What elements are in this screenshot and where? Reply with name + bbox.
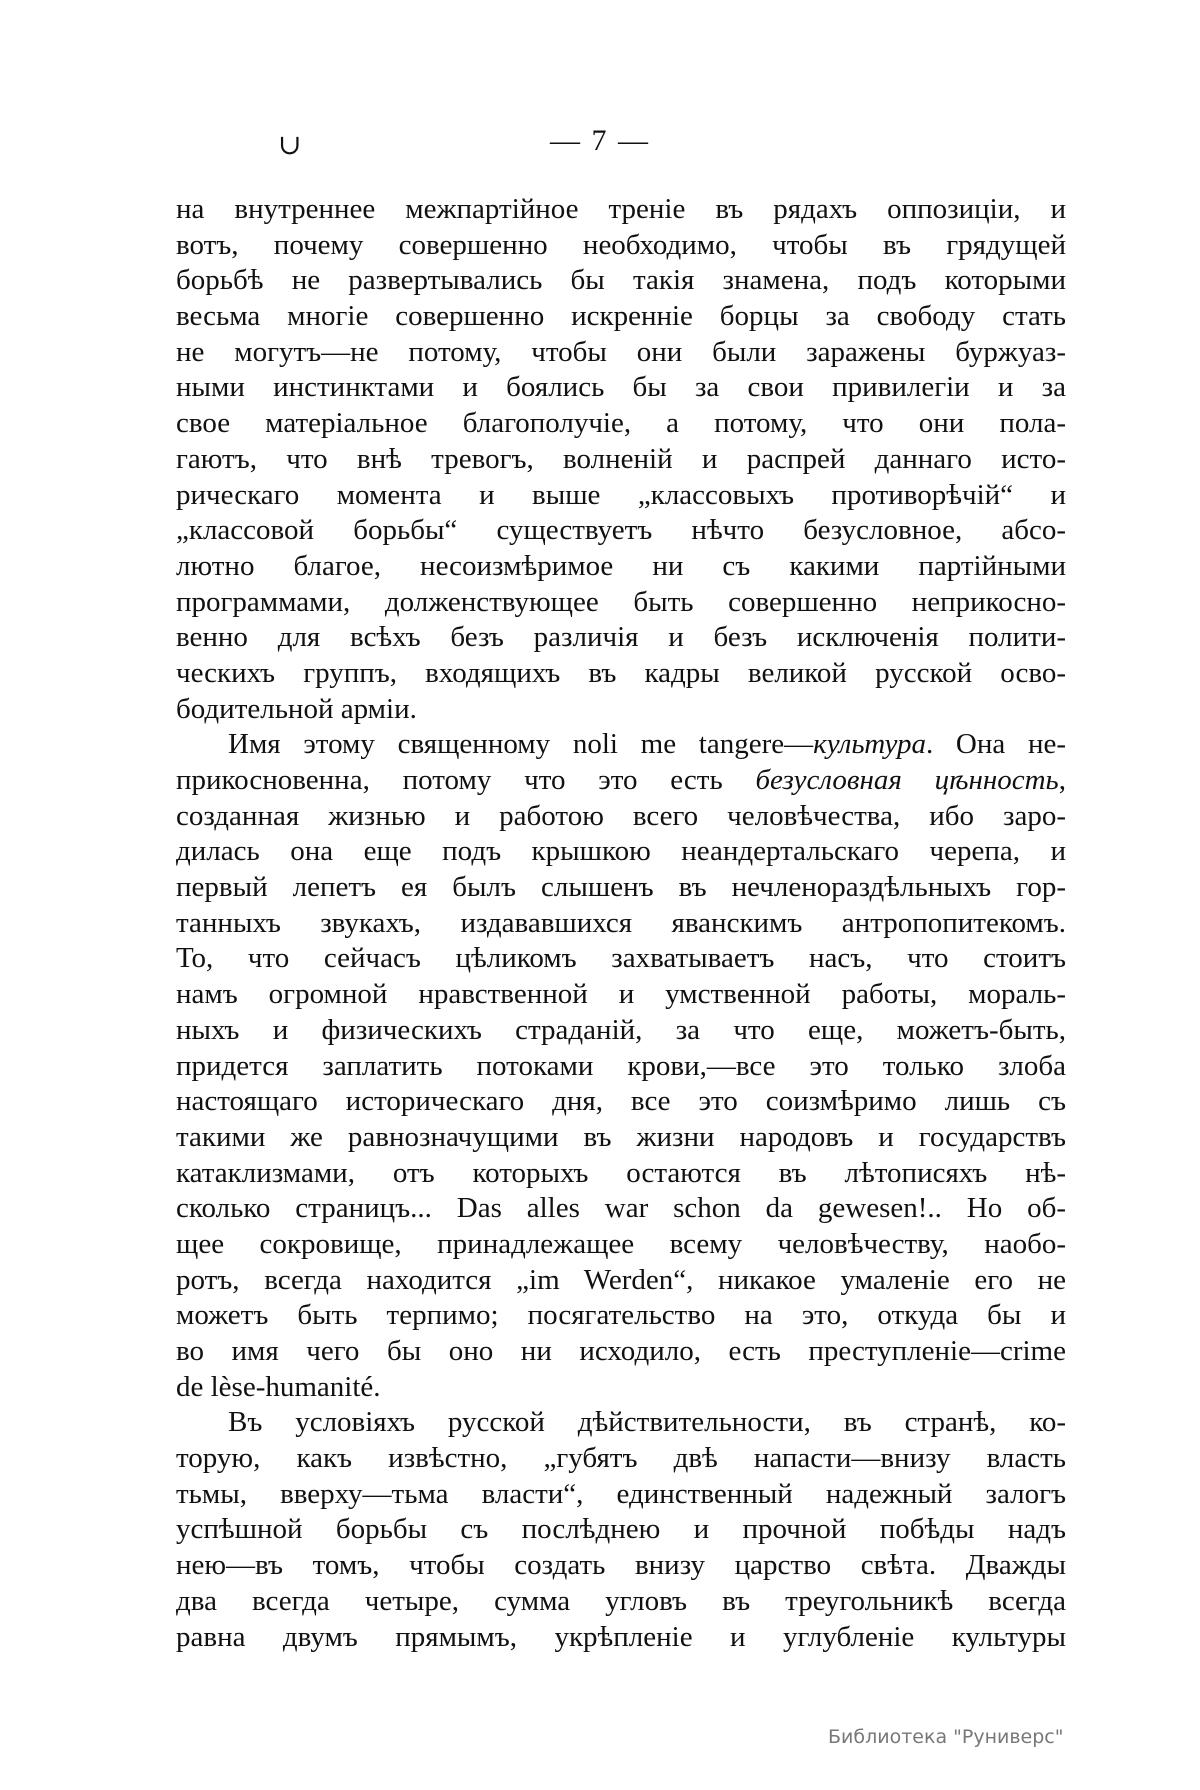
text-line: во имя чего бы оно ни исходило, есть преступленiе—crime (176, 1335, 1066, 1367)
text-line: сколько страницъ... Das alles war schon da gewesen!.. Но об- (176, 1192, 1066, 1225)
text-line: рическаго момента и выше „классовыхъ противорѣчiй“ и (176, 478, 1066, 511)
paragraph (176, 1405, 1066, 1655)
text-line: созданная жизнью и работою всего человѣчества, ибо заро- (176, 799, 1066, 832)
text-line: катаклизмами, отъ которыхъ остаются въ лѣтописяхъ нѣ- (176, 1156, 1066, 1189)
text-line: борьбѣ не развертывались бы такiя знамена, подъ которыми (176, 264, 1066, 297)
text-line: de lèse-humanité. (176, 1370, 381, 1403)
text-line: „классовой борьбы“ существуетъ нѣчто безусловное, абсо- (176, 514, 1066, 547)
text-line: дилась она еще подъ крышкою неандертальскаго черепа, и (176, 835, 1066, 868)
text-line: придется заплатить потоками крови,—все это только злоба (176, 1049, 1066, 1082)
text-line: нею—въ томъ, чтобы создать внизу царство свѣта. Дважды (176, 1549, 1066, 1582)
text-line: такими же равнозначущими въ жизни народовъ и государствъ (176, 1120, 1066, 1153)
text-line: два всегда четыре, сумма угловъ въ треугольникѣ всегда (176, 1584, 1066, 1617)
text-line: ными инстинктами и боялись бы за свои привилегiи и за (176, 371, 1066, 404)
text-line: программами, долженствующее быть совершенно неприкосно- (176, 585, 1066, 618)
text-line (176, 727, 1066, 763)
text-line: лютно благое, несоизмѣримое ни съ какими партiйными (176, 549, 1066, 582)
italic-text: культура (813, 728, 926, 761)
text-line: успѣшной борьбы съ послѣднею и прочной побѣды надъ (176, 1513, 1066, 1546)
text-line: свое матерiальное благополучiе, а потому, что они пола- (176, 407, 1066, 440)
text-line: не могутъ—не потому, чтобы они были заражены буржуаз- (176, 335, 1066, 368)
text-line: щее сокровище, принадлежащее всему человѣчеству, наобо- (176, 1227, 1066, 1260)
page-number: — 7 — (550, 124, 650, 157)
text-line: весьма многiе совершенно искреннiе борцы за свободу стать (176, 300, 1066, 333)
text-line: ныхъ и физическихъ страданiй, за что еще, можетъ-быть, (176, 1013, 1066, 1046)
text-line: гаютъ, что внѣ тревогъ, волненiй и распрей даннаго исто- (176, 442, 1066, 475)
text-line: торую, какъ извѣстно, „губятъ двѣ напасти—внизу власть (176, 1442, 1066, 1475)
text-line: ческихъ группъ, входящихъ въ кадры великой русской осво- (176, 656, 1066, 689)
text-line (176, 763, 1066, 799)
text-line: танныхъ звукахъ, издававшихся яванскимъ антропопитекомъ. (176, 906, 1066, 939)
text-line: на внутреннее межпартiйное тренiе въ рядахъ оппозицiи, и (176, 193, 1066, 225)
text-line: тьмы, вверху—тьма власти“, единственный надежный залогъ (176, 1477, 1066, 1510)
paragraph (176, 192, 1066, 727)
text-line: первый лепетъ ея былъ слышенъ въ нечленораздѣльныхъ гор- (176, 871, 1066, 904)
text-line: равна двумъ прямымъ, укрѣпленiе и углубленiе культуры (176, 1620, 1066, 1653)
text-line: Въ условiяхъ русской дѣйствительности, въ странѣ, ко- (228, 1406, 1066, 1439)
text-line: вотъ, почему совершенно необходимо, чтобы въ грядущей (176, 228, 1066, 261)
text-line: можетъ быть терпимо; посягательство на это, откуда бы и (176, 1299, 1066, 1332)
text-segment: , (1058, 764, 1067, 796)
text-line: настоящаго историческаго дня, все это соизмѣримо лишь съ (176, 1085, 1066, 1118)
text-line: То, что сейчасъ цѣликомъ захватываетъ насъ, что стоитъ (176, 942, 1066, 975)
text-line: венно для всѣхъ безъ различiя и безъ исключенiя полити- (176, 621, 1066, 654)
text-segment: . Она не- (925, 728, 1066, 761)
text-line: бодительной армiи. (176, 692, 417, 725)
text-segment: Имя этому священному noli me tangere— (228, 728, 814, 761)
paragraph (176, 727, 1066, 1405)
text-line: намъ огромной нравственной и умственной работы, мораль- (176, 978, 1066, 1011)
margin-mark: ∪ (278, 130, 302, 161)
text-line: ротъ, всегда находится „im Werden“, никакое умаленiе его не (176, 1263, 1066, 1296)
italic-text: безусловная цѣнность (755, 764, 1059, 796)
text-segment: прикосновенна, потому что это есть (176, 764, 756, 796)
body-text (176, 192, 1066, 1655)
library-watermark: Библиотека "Руниверс" (828, 1726, 1064, 1748)
